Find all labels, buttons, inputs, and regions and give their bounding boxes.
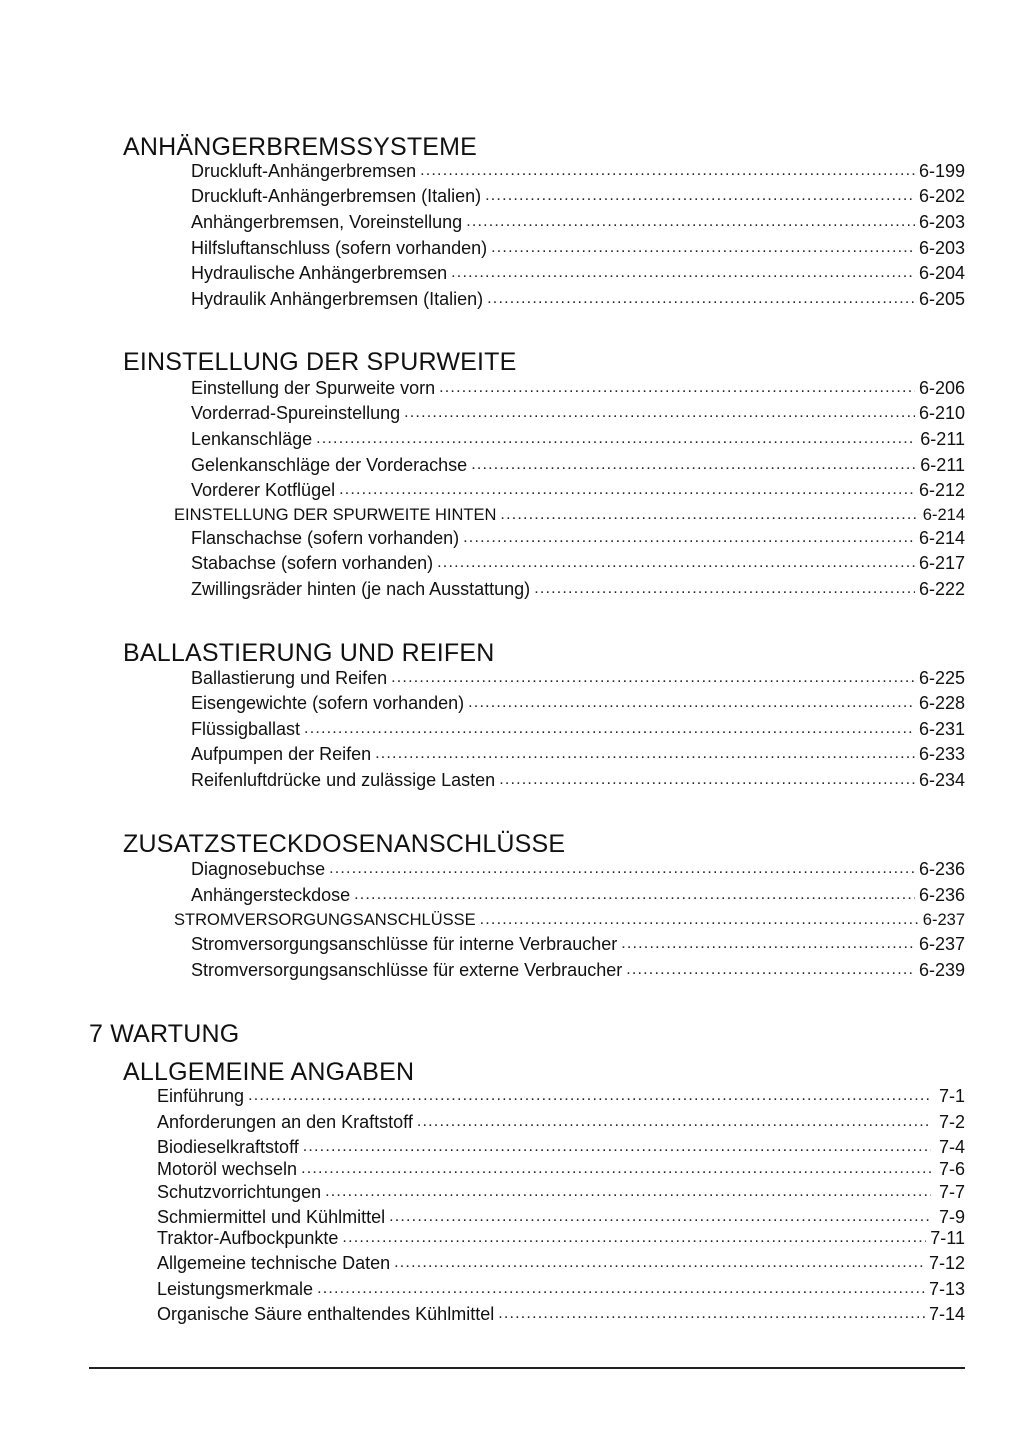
entry-label: Organische Säure enthaltendes Kühlmittel: [157, 1304, 495, 1324]
entry-page: 7-14: [928, 1304, 965, 1324]
toc-entry[interactable]: [191, 525, 965, 549]
toc-entry[interactable]: [191, 882, 965, 906]
entry-page: 6-214: [918, 528, 965, 548]
dot-leader: [248, 1085, 931, 1107]
toc-entry[interactable]: [157, 1109, 965, 1133]
entry-page: 6-211: [920, 455, 965, 475]
entry-label: Leistungsmerkmale: [157, 1279, 314, 1299]
entry-label: Gelenkanschläge der Vorderachse: [191, 455, 468, 475]
dot-leader: [301, 1158, 931, 1180]
toc-subsection-entry[interactable]: [174, 907, 965, 931]
dot-leader: [375, 743, 915, 765]
section-title-auxiliary-sockets: ZUSATZSTECKDOSENANSCHLÜSSE: [123, 830, 566, 858]
entry-page: 6-214: [922, 506, 965, 524]
entry-page: 6-205: [918, 289, 965, 309]
entry-page: 7-1: [938, 1086, 965, 1106]
toc-entry[interactable]: [191, 665, 965, 689]
section-title-general-info: ALLGEMEINE ANGABEN: [123, 1058, 415, 1086]
entry-label: Flüssigballast: [191, 719, 301, 739]
dot-leader: [342, 1227, 926, 1249]
toc-entry[interactable]: [157, 1225, 965, 1249]
section-title-ballast-tyres: BALLASTIERUNG UND REIFEN: [123, 639, 495, 667]
entry-label: Schmiermittel und Kühlmittel: [157, 1207, 386, 1227]
dot-leader: [439, 377, 915, 399]
dot-leader: [487, 288, 915, 310]
dot-leader: [394, 1252, 925, 1274]
dot-leader: [404, 402, 915, 424]
entry-label: Vorderer Kotflügel: [191, 480, 336, 500]
entry-page: 7-11: [930, 1228, 965, 1248]
toc-entry[interactable]: [157, 1134, 965, 1158]
entry-label: Einstellung der Spurweite vorn: [191, 378, 436, 398]
entry-label: Aufpumpen der Reifen: [191, 744, 372, 764]
toc-entry[interactable]: [191, 260, 965, 284]
toc-entry[interactable]: [191, 856, 965, 880]
entry-label: Motoröl wechseln: [157, 1159, 298, 1179]
entry-page: 7-6: [938, 1159, 965, 1179]
entry-page: 6-225: [918, 668, 965, 688]
dot-leader: [417, 1111, 931, 1133]
toc-entry[interactable]: [191, 767, 965, 791]
entry-label: Anhängersteckdose: [191, 885, 351, 905]
entry-label: Lenkanschläge: [191, 429, 313, 449]
footer-divider: [89, 1367, 965, 1369]
dot-leader: [329, 858, 915, 880]
toc-entry[interactable]: [191, 931, 965, 955]
entry-label: Reifenluftdrücke und zulässige Lasten: [191, 770, 496, 790]
entry-page: 7-7: [938, 1182, 965, 1202]
toc-entry[interactable]: [191, 957, 965, 981]
entry-page: 6-228: [918, 693, 965, 713]
entry-page: 6-211: [920, 429, 965, 449]
entry-label: Hydraulische Anhängerbremsen: [191, 263, 448, 283]
entry-label: Diagnosebuchse: [191, 859, 326, 879]
entry-label: STROMVERSORGUNGSANSCHLÜSSE: [174, 911, 476, 929]
toc-entry[interactable]: [191, 690, 965, 714]
dot-leader: [391, 667, 915, 689]
entry-page: 6-217: [918, 553, 965, 573]
entry-page: 6-203: [918, 238, 965, 258]
entry-label: Hilfsluftanschluss (sofern vorhanden): [191, 238, 488, 258]
dot-leader: [480, 909, 919, 931]
entry-page: 6-236: [918, 885, 965, 905]
entry-page: 6-236: [918, 859, 965, 879]
toc-entry[interactable]: [191, 375, 965, 399]
dot-leader: [463, 527, 915, 549]
dot-leader: [339, 479, 915, 501]
toc-entry[interactable]: [157, 1301, 965, 1325]
entry-label: Allgemeine technische Daten: [157, 1253, 391, 1273]
toc-entry[interactable]: [191, 477, 965, 501]
entry-label: Ballastierung und Reifen: [191, 668, 388, 688]
entry-label: Vorderrad-Spureinstellung: [191, 403, 401, 423]
chapter-title: 7 WARTUNG: [89, 1020, 240, 1048]
dot-leader: [485, 185, 915, 207]
entry-page: 6-237: [918, 934, 965, 954]
entry-page: 7-2: [938, 1112, 965, 1132]
entry-page: 7-9: [938, 1207, 965, 1227]
dot-leader: [437, 552, 915, 574]
entry-label: Anhängerbremsen, Voreinstellung: [191, 212, 463, 232]
entry-page: 6-206: [918, 378, 965, 398]
dot-leader: [500, 504, 918, 526]
dot-leader: [316, 428, 916, 450]
entry-page: 6-203: [918, 212, 965, 232]
dot-leader: [303, 1136, 931, 1158]
entry-page: 7-4: [938, 1137, 965, 1157]
section-title-trailer-brakes: ANHÄNGERBREMSSYSTEME: [123, 133, 478, 161]
toc-entry[interactable]: [191, 400, 965, 424]
entry-label: EINSTELLUNG DER SPURWEITE HINTEN: [174, 506, 497, 524]
toc-entry[interactable]: [191, 550, 965, 574]
entry-label: Hydraulik Anhängerbremsen (Italien): [191, 289, 484, 309]
entry-label: Schutzvorrichtungen: [157, 1182, 322, 1202]
dot-leader: [491, 237, 915, 259]
entry-page: 7-13: [928, 1279, 965, 1299]
entry-label: Stromversorgungsanschlüsse für interne Verbraucher: [191, 934, 618, 954]
dot-leader: [354, 884, 915, 906]
dot-leader: [420, 160, 915, 182]
entry-label: Zwillingsräder hinten (je nach Ausstattung): [191, 579, 531, 599]
dot-leader: [498, 1303, 925, 1325]
dot-leader: [468, 692, 915, 714]
toc-entry[interactable]: [191, 209, 965, 233]
entry-label: Flanschachse (sofern vorhanden): [191, 528, 460, 548]
entry-page: 7-12: [928, 1253, 965, 1273]
toc-entry[interactable]: [157, 1276, 965, 1300]
entry-page: 6-202: [918, 186, 965, 206]
entry-page: 6-234: [918, 770, 965, 790]
entry-label: Einführung: [157, 1086, 245, 1106]
toc-entry[interactable]: [157, 1083, 965, 1107]
toc-entry[interactable]: [191, 741, 965, 765]
toc-entry[interactable]: [191, 452, 965, 476]
toc-entry[interactable]: [191, 235, 965, 259]
entry-label: Eisengewichte (sofern vorhanden): [191, 693, 465, 713]
toc-entry[interactable]: [191, 286, 965, 310]
dot-leader: [471, 454, 916, 476]
entry-page: 6-237: [922, 911, 965, 929]
entry-label: Druckluft-Anhängerbremsen: [191, 161, 417, 181]
toc-entry[interactable]: [157, 1156, 965, 1180]
toc-entry[interactable]: [191, 183, 965, 207]
entry-page: 6-231: [918, 719, 965, 739]
dot-leader: [621, 933, 915, 955]
toc-entry[interactable]: [191, 576, 965, 600]
toc-entry[interactable]: [191, 716, 965, 740]
toc-entry[interactable]: [191, 426, 965, 450]
toc-entry[interactable]: [191, 158, 965, 182]
entry-page: 6-239: [918, 960, 965, 980]
section-title-track-width: EINSTELLUNG DER SPURWEITE: [123, 348, 517, 376]
dot-leader: [325, 1181, 931, 1203]
entry-label: Biodieselkraftstoff: [157, 1137, 299, 1157]
dot-leader: [317, 1278, 925, 1300]
entry-label: Traktor-Aufbockpunkte: [157, 1228, 339, 1248]
entry-page: 6-212: [918, 480, 965, 500]
entry-page: 6-204: [918, 263, 965, 283]
toc-entry[interactable]: [157, 1179, 965, 1203]
entry-page: 6-222: [918, 579, 965, 599]
entry-page: 6-210: [918, 403, 965, 423]
entry-page: 6-233: [918, 744, 965, 764]
dot-leader: [626, 959, 915, 981]
dot-leader: [451, 262, 915, 284]
entry-label: Anforderungen an den Kraftstoff: [157, 1112, 413, 1132]
dot-leader: [499, 769, 915, 791]
toc-entry[interactable]: [157, 1250, 965, 1274]
toc-subsection-entry[interactable]: [174, 502, 965, 526]
entry-label: Stabachse (sofern vorhanden): [191, 553, 434, 573]
entry-label: Stromversorgungsanschlüsse für externe Verbraucher: [191, 960, 623, 980]
dot-leader: [534, 578, 915, 600]
entry-label: Druckluft-Anhängerbremsen (Italien): [191, 186, 482, 206]
dot-leader: [466, 211, 915, 233]
dot-leader: [304, 718, 915, 740]
entry-page: 6-199: [918, 161, 965, 181]
